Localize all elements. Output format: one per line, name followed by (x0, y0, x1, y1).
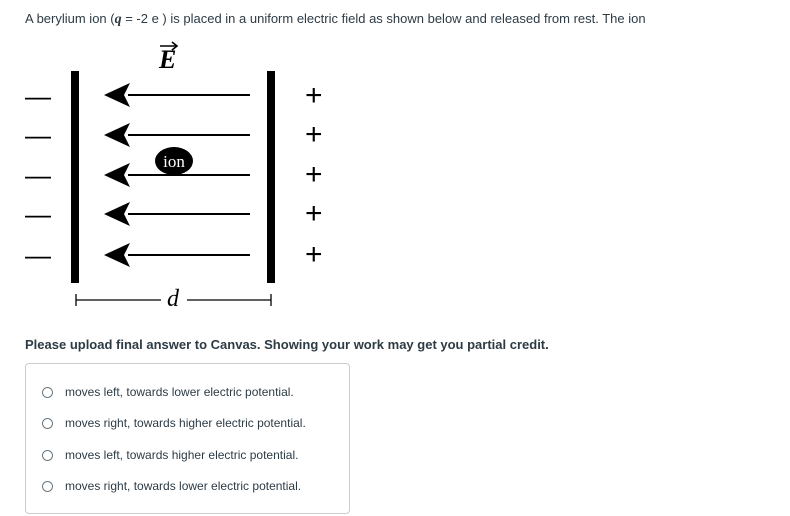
plus-sign: + (305, 197, 323, 230)
field-label: E (159, 45, 177, 74)
answer-label: moves right, towards lower electric potential. (65, 479, 302, 493)
right-plate (267, 71, 275, 283)
answer-option[interactable] (42, 381, 294, 403)
answer-option[interactable] (42, 412, 306, 434)
ion-label: ion (163, 152, 185, 171)
question-text (25, 11, 646, 28)
radio-button[interactable] (42, 481, 53, 492)
charge-variable: q (114, 12, 122, 27)
field-line (104, 123, 250, 147)
left-plate (71, 71, 79, 283)
plus-sign: + (305, 158, 323, 191)
answer-label: moves left, towards higher electric potential. (65, 448, 299, 462)
answer-choices (25, 363, 350, 514)
minus-sign: — (25, 199, 51, 229)
minus-sign: — (25, 160, 51, 190)
instructions-text: Please upload final answer to Canvas. Showing your work may get you partial credit. (25, 337, 549, 352)
question-prefix: A berylium ion ( (25, 11, 115, 26)
field-line (104, 83, 250, 107)
question-body: = -2 e ) is placed in a uniform electric field as shown below and released from rest. The ion (121, 11, 646, 26)
radio-button[interactable] (42, 387, 53, 398)
answer-label: moves right, towards higher electric potential. (65, 416, 306, 430)
field-line (104, 202, 250, 226)
radio-button[interactable] (42, 450, 53, 461)
distance-label: d (167, 286, 179, 312)
radio-button[interactable] (42, 418, 53, 429)
plus-sign: + (305, 118, 323, 151)
minus-sign: — (25, 81, 51, 111)
answer-label: moves left, towards lower electric potential. (65, 385, 294, 399)
minus-sign: — (25, 120, 51, 150)
answer-option[interactable] (42, 444, 298, 466)
plus-sign: + (305, 238, 323, 271)
plus-sign: + (305, 79, 323, 112)
minus-sign: — (25, 240, 51, 270)
ion (155, 147, 193, 175)
electric-field-diagram (20, 38, 340, 313)
field-line (104, 243, 250, 267)
answer-option[interactable] (42, 475, 301, 497)
